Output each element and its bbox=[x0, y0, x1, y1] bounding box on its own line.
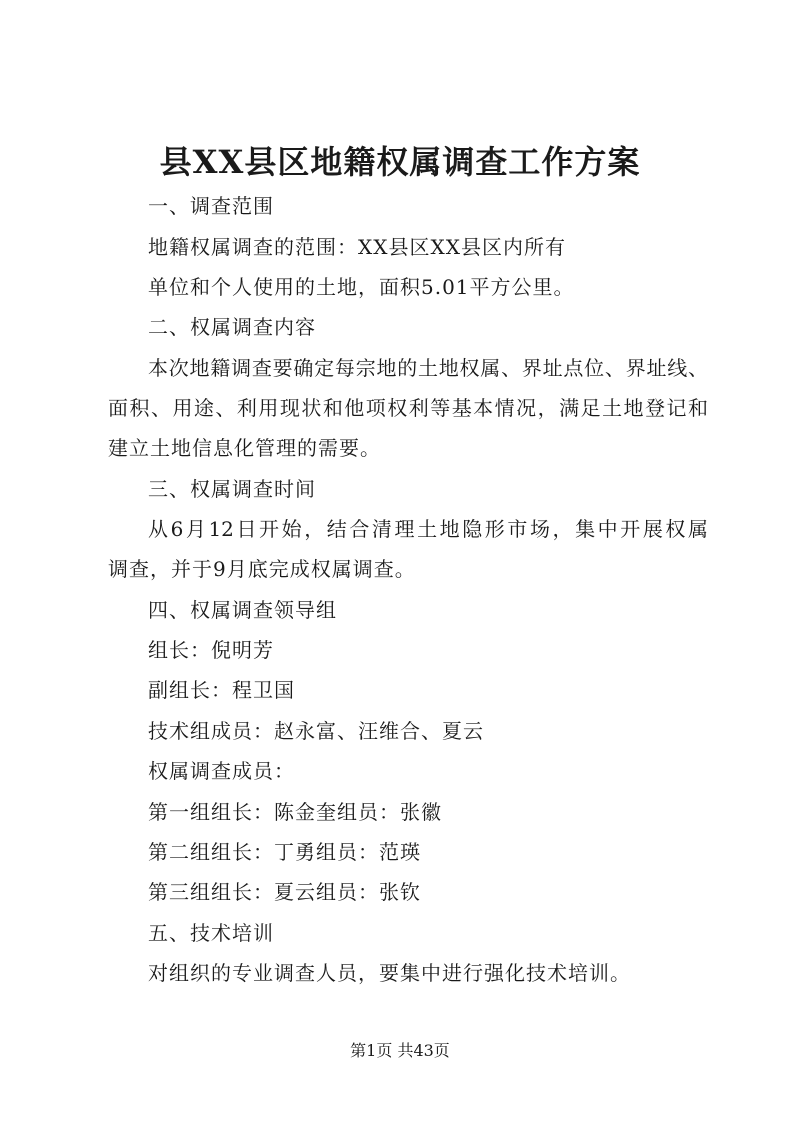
paragraph-line: 单位和个人使用的土地，面积5.01平方公里。 bbox=[148, 275, 575, 299]
list-item: 第二组组长：丁勇组员：范瑛 bbox=[148, 840, 421, 864]
document-title: 县XX县区地籍权属调查工作方案 bbox=[159, 143, 641, 181]
section-heading-training: 五、技术培训 bbox=[148, 921, 274, 945]
list-item: 第一组组长：陈金奎组员：张徽 bbox=[148, 800, 442, 824]
section-heading-content: 二、权属调查内容 bbox=[148, 315, 316, 339]
paragraph-line: 本次地籍调查要确定每宗地的土地权属、界址点位、界址线、 bbox=[148, 356, 708, 380]
paragraph-line: 调查，并于9月底完成权属调查。 bbox=[108, 557, 416, 581]
paragraph-line: 面积、用途、利用现状和他项权利等基本情况，满足土地登记和 bbox=[108, 396, 708, 420]
list-item: 技术组成员：赵永富、汪维合、夏云 bbox=[148, 719, 484, 743]
section-heading-time: 三、权属调查时间 bbox=[148, 477, 316, 501]
paragraph-line: 对组织的专业调查人员，要集中进行强化技术培训。 bbox=[148, 961, 631, 985]
paragraph-line: 建立土地信息化管理的需要。 bbox=[108, 436, 381, 460]
list-item: 第三组组长：夏云组员：张钦 bbox=[148, 880, 421, 904]
list-item: 副组长：程卫国 bbox=[148, 678, 295, 702]
section-heading-leadership: 四、权属调查领导组 bbox=[148, 598, 337, 622]
list-item: 组长：倪明芳 bbox=[148, 638, 274, 662]
paragraph-line: 从6月12日开始，结合清理土地隐形市场，集中开展权属 bbox=[148, 517, 708, 541]
section-heading-scope: 一、调查范围 bbox=[148, 194, 274, 218]
list-item: 权属调查成员： bbox=[148, 759, 295, 783]
paragraph-line: 地籍权属调查的范围：XX县区XX县区内所有 bbox=[148, 235, 566, 259]
page-number-footer: 第1页 共43页 bbox=[350, 1041, 450, 1060]
